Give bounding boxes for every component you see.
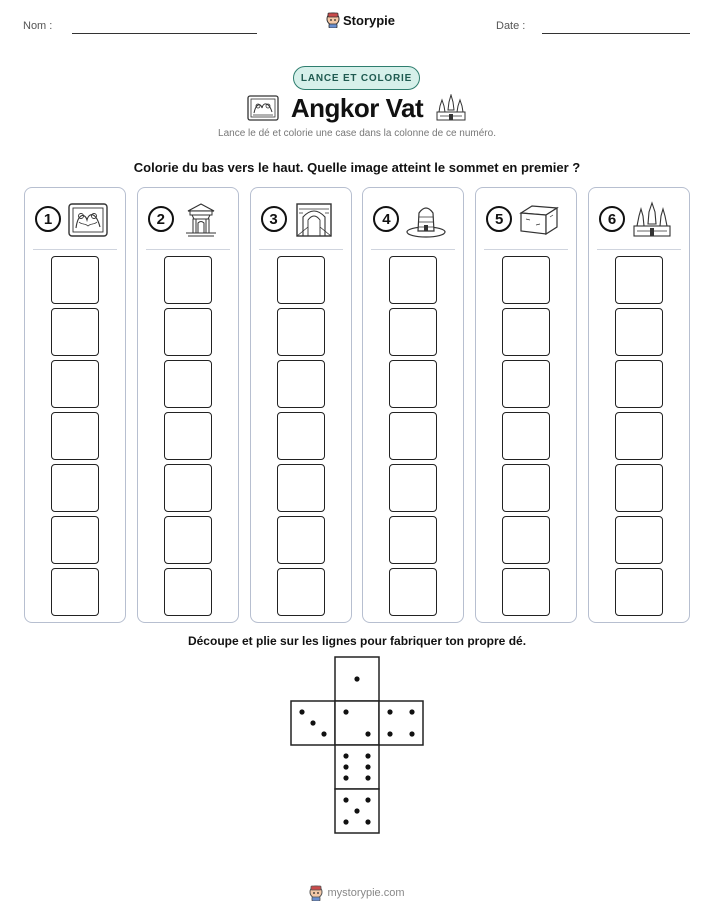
- color-box[interactable]: [164, 256, 212, 304]
- dice-pip: [354, 808, 359, 813]
- corridor-icon: [293, 201, 335, 239]
- column-divider: [484, 249, 568, 250]
- column-number: 5: [486, 206, 512, 232]
- title-row: [0, 92, 714, 124]
- column-6: [588, 187, 690, 623]
- dice-pip: [343, 775, 348, 780]
- color-box[interactable]: [502, 516, 550, 564]
- dice-pip: [321, 731, 326, 736]
- column-number: 2: [148, 206, 174, 232]
- dice-pip: [387, 709, 392, 714]
- angkor-temple-icon: [631, 201, 673, 239]
- color-box[interactable]: [164, 464, 212, 512]
- color-box[interactable]: [51, 568, 99, 616]
- dice-pip: [365, 819, 370, 824]
- brand-name: Storypie: [343, 12, 396, 28]
- color-box[interactable]: [51, 308, 99, 356]
- color-box[interactable]: [502, 256, 550, 304]
- color-box[interactable]: [277, 464, 325, 512]
- dice-face-lower[interactable]: [335, 745, 379, 789]
- dice-pip: [365, 797, 370, 802]
- name-label: Nom :: [23, 20, 53, 32]
- column-divider: [597, 249, 681, 250]
- color-box[interactable]: [389, 360, 437, 408]
- dice-pip: [343, 819, 348, 824]
- column-divider: [33, 249, 117, 250]
- dice-pip: [365, 775, 370, 780]
- box-stack: [25, 256, 125, 616]
- column-5: [475, 187, 577, 623]
- color-box[interactable]: [51, 256, 99, 304]
- angkor-temple-icon: [435, 94, 467, 122]
- color-box[interactable]: [51, 516, 99, 564]
- dice-pip: [365, 753, 370, 758]
- color-box[interactable]: [277, 516, 325, 564]
- dice-pip: [310, 720, 315, 725]
- stone-block-icon: [518, 201, 560, 239]
- race-columns: [24, 187, 690, 623]
- dice-pip: [365, 764, 370, 769]
- activity-badge: LANCE ET COLORIE: [293, 66, 420, 90]
- dice-pip: [365, 731, 370, 736]
- color-box[interactable]: [389, 412, 437, 460]
- color-box[interactable]: [51, 360, 99, 408]
- box-stack: [138, 256, 238, 616]
- color-box[interactable]: [389, 308, 437, 356]
- temple-gate-icon: [180, 201, 222, 239]
- dice-face-center[interactable]: [335, 701, 379, 745]
- dice-pip: [343, 797, 348, 802]
- color-box[interactable]: [164, 568, 212, 616]
- subtitle: Lance le dé et colorie une case dans la colonne de ce numéro.: [218, 128, 496, 139]
- column-header: [476, 201, 576, 239]
- dice-face-left[interactable]: [291, 701, 335, 745]
- color-box[interactable]: [502, 464, 550, 512]
- color-box[interactable]: [277, 568, 325, 616]
- dice-pip: [343, 753, 348, 758]
- date-line[interactable]: [542, 33, 690, 34]
- color-box[interactable]: [277, 308, 325, 356]
- island-tower-icon: [405, 201, 447, 239]
- name-line[interactable]: [72, 33, 257, 34]
- bas-relief-icon: [67, 201, 109, 239]
- color-box[interactable]: [164, 308, 212, 356]
- box-stack: [363, 256, 463, 616]
- color-box[interactable]: [389, 256, 437, 304]
- color-box[interactable]: [389, 568, 437, 616]
- instruction: Colorie du bas vers le haut. Quelle image atteint le sommet en premier ?: [133, 160, 581, 175]
- color-box[interactable]: [502, 360, 550, 408]
- date-label: Date :: [496, 20, 526, 32]
- dice-pip: [343, 709, 348, 714]
- column-1: [24, 187, 126, 623]
- color-box[interactable]: [389, 464, 437, 512]
- box-stack: [251, 256, 351, 616]
- dice-pip: [343, 764, 348, 769]
- column-divider: [259, 249, 343, 250]
- column-number: 6: [599, 206, 625, 232]
- color-box[interactable]: [615, 412, 663, 460]
- column-divider: [146, 249, 230, 250]
- dice-pip: [299, 709, 304, 714]
- color-box[interactable]: [164, 360, 212, 408]
- column-number: 3: [261, 206, 287, 232]
- footer: [0, 885, 714, 901]
- color-box[interactable]: [615, 568, 663, 616]
- cut-instruction: Découpe et plie sur les lignes pour fabriquer ton propre dé.: [187, 634, 527, 648]
- box-stack: [476, 256, 576, 616]
- dice-pip: [354, 676, 359, 681]
- color-box[interactable]: [389, 516, 437, 564]
- color-box[interactable]: [277, 412, 325, 460]
- color-box[interactable]: [502, 412, 550, 460]
- page-title: Angkor Vat: [290, 92, 424, 123]
- dice-pip: [409, 731, 414, 736]
- color-box[interactable]: [615, 516, 663, 564]
- dice-pip: [409, 709, 414, 714]
- color-box[interactable]: [615, 256, 663, 304]
- color-box[interactable]: [615, 360, 663, 408]
- color-box[interactable]: [164, 412, 212, 460]
- color-box[interactable]: [277, 360, 325, 408]
- column-number: 1: [35, 206, 61, 232]
- brand-logo: [326, 12, 395, 28]
- dice-face-bottom[interactable]: [335, 789, 379, 833]
- dice-pip: [387, 731, 392, 736]
- storypie-mascot-icon: [309, 885, 323, 901]
- worksheet-header: [0, 0, 714, 50]
- color-box[interactable]: [51, 412, 99, 460]
- column-header: [251, 201, 351, 239]
- color-box[interactable]: [502, 308, 550, 356]
- box-stack: [589, 256, 689, 616]
- color-box[interactable]: [615, 464, 663, 512]
- color-box[interactable]: [51, 464, 99, 512]
- column-2: [137, 187, 239, 623]
- color-box[interactable]: [615, 308, 663, 356]
- storypie-mascot-icon: [326, 12, 340, 28]
- color-box[interactable]: [277, 256, 325, 304]
- column-number: 4: [373, 206, 399, 232]
- color-box[interactable]: [502, 568, 550, 616]
- column-header: [138, 201, 238, 239]
- bas-relief-icon: [247, 95, 279, 121]
- color-box[interactable]: [164, 516, 212, 564]
- column-header: [589, 201, 689, 239]
- column-3: [250, 187, 352, 623]
- footer-url[interactable]: mystorypie.com: [327, 887, 405, 899]
- column-header: [25, 201, 125, 239]
- dice-face-top[interactable]: [335, 657, 379, 701]
- dice-face-right[interactable]: [379, 701, 423, 745]
- column-4: [362, 187, 464, 623]
- column-header: [363, 201, 463, 239]
- column-divider: [371, 249, 455, 250]
